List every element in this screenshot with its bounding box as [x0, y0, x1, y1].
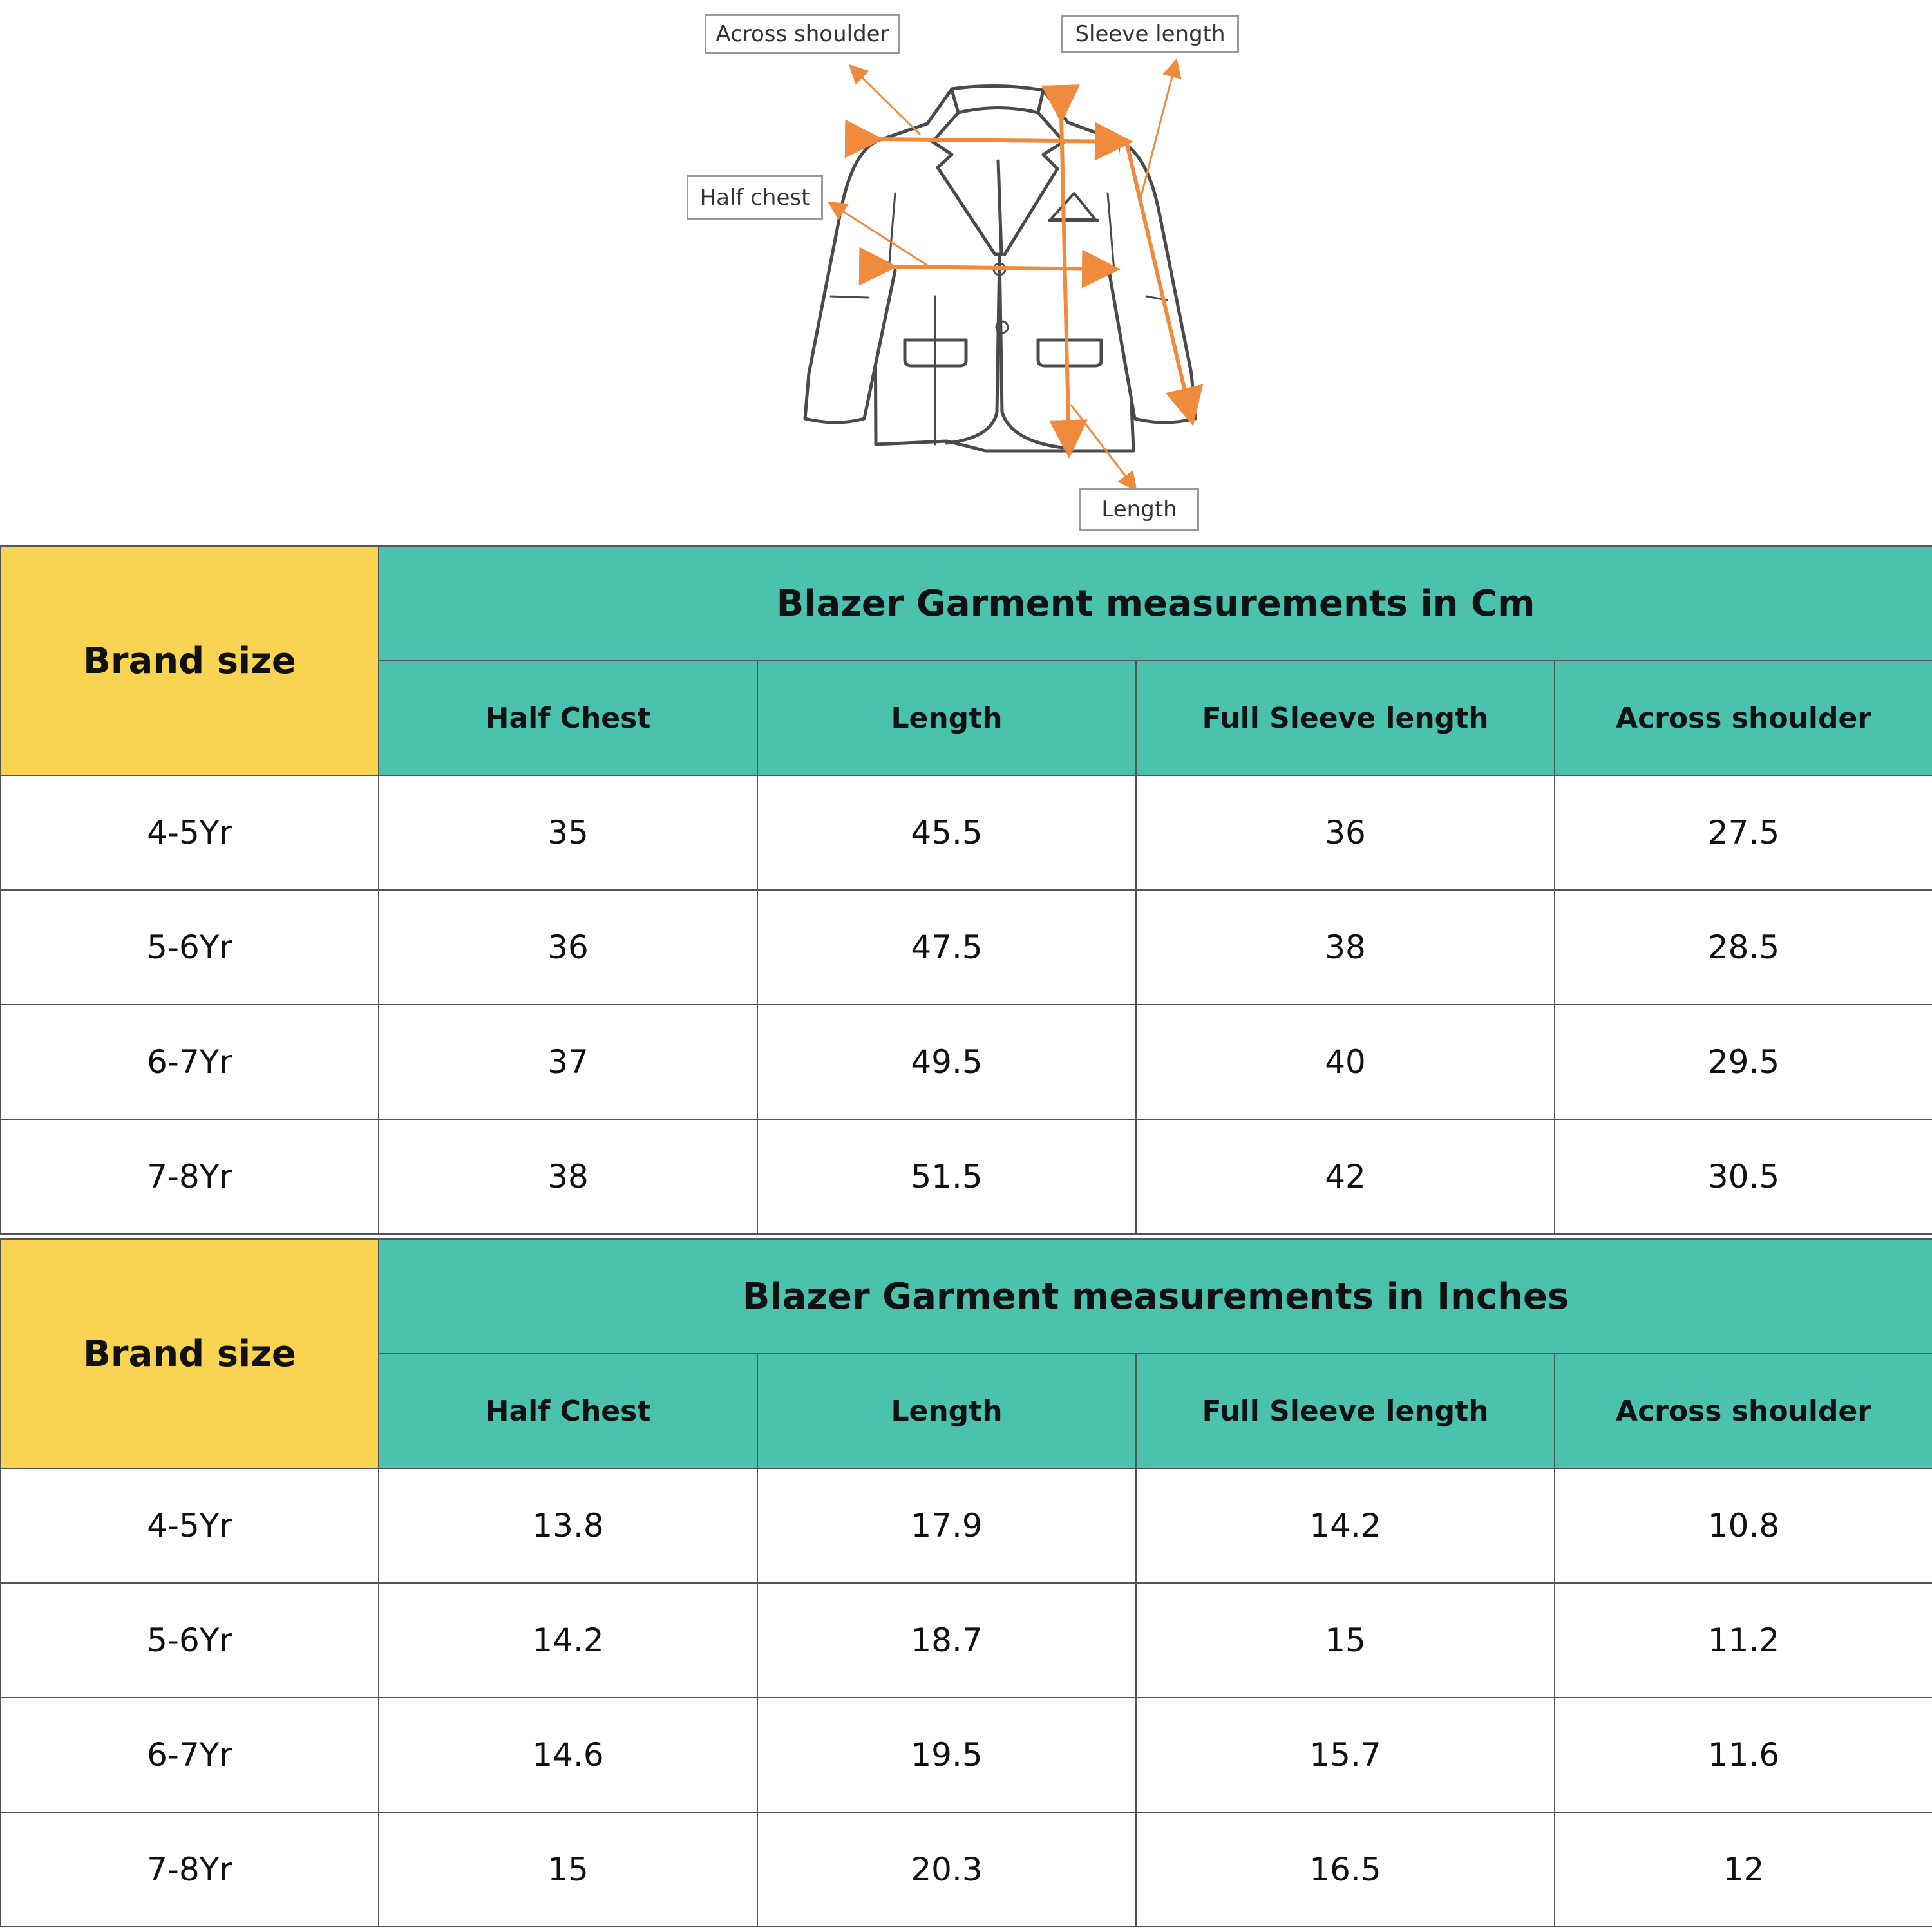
size-cell: 4-5Yr: [1, 1468, 379, 1583]
table-row: [1, 1005, 1932, 1119]
value-cell: 11.2: [1555, 1583, 1932, 1698]
value-cell: 36: [379, 890, 757, 1005]
column-header: Full Sleeve length: [1136, 661, 1555, 775]
table-header-row: [1, 1239, 1932, 1354]
value-cell: 14.2: [1136, 1468, 1555, 1583]
column-header: Length: [757, 661, 1136, 775]
value-cell: 38: [379, 1119, 757, 1234]
column-header: Half Chest: [379, 1354, 757, 1468]
blazer-illustration: [0, 0, 1932, 546]
table-row: [1, 1583, 1932, 1698]
table-row: [1, 775, 1932, 890]
value-cell: 15: [1136, 1583, 1555, 1698]
column-header: Full Sleeve length: [1136, 1354, 1555, 1468]
value-cell: 45.5: [757, 775, 1136, 890]
table-row: [1, 890, 1932, 1005]
table-header-row: [1, 546, 1932, 661]
value-cell: 14.2: [379, 1583, 757, 1698]
size-cell: 7-8Yr: [1, 1812, 379, 1927]
size-cell: 5-6Yr: [1, 1583, 379, 1698]
value-cell: 42: [1136, 1119, 1555, 1234]
size-table-cm: [0, 545, 1932, 1235]
value-cell: 11.6: [1555, 1698, 1932, 1812]
table-row: [1, 1698, 1932, 1812]
value-cell: 30.5: [1555, 1119, 1932, 1234]
value-cell: 49.5: [757, 1005, 1136, 1119]
table-row: [1, 1119, 1932, 1234]
brand-size-header: Brand size: [1, 1239, 379, 1468]
value-cell: 35: [379, 775, 757, 890]
column-header: Across shoulder: [1555, 661, 1932, 775]
column-header: Across shoulder: [1555, 1354, 1932, 1468]
value-cell: 18.7: [757, 1583, 1136, 1698]
value-cell: 36: [1136, 775, 1555, 890]
value-cell: 17.9: [757, 1468, 1136, 1583]
across-shoulder-label: Across shoulder: [705, 14, 900, 54]
value-cell: 20.3: [757, 1812, 1136, 1927]
blazer-diagram: [0, 0, 1932, 546]
value-cell: 38: [1136, 890, 1555, 1005]
value-cell: 12: [1555, 1812, 1932, 1927]
value-cell: 47.5: [757, 890, 1136, 1005]
table-title: Blazer Garment measurements in Inches: [379, 1239, 1932, 1354]
size-cell: 4-5Yr: [1, 775, 379, 890]
value-cell: 37: [379, 1005, 757, 1119]
size-cell: 5-6Yr: [1, 890, 379, 1005]
size-table-inches: [0, 1238, 1932, 1927]
value-cell: 10.8: [1555, 1468, 1932, 1583]
value-cell: 14.6: [379, 1698, 757, 1812]
column-header: Length: [757, 1354, 1136, 1468]
size-cell: 7-8Yr: [1, 1119, 379, 1234]
size-cell: 6-7Yr: [1, 1005, 379, 1119]
value-cell: 13.8: [379, 1468, 757, 1583]
value-cell: 15: [379, 1812, 757, 1927]
value-cell: 29.5: [1555, 1005, 1932, 1119]
value-cell: 15.7: [1136, 1698, 1555, 1812]
length-label: Length: [1079, 488, 1199, 531]
value-cell: 28.5: [1555, 890, 1932, 1005]
table-row: [1, 1468, 1932, 1583]
value-cell: 40: [1136, 1005, 1555, 1119]
value-cell: 27.5: [1555, 775, 1932, 890]
brand-size-header: Brand size: [1, 546, 379, 775]
table-title: Blazer Garment measurements in Cm: [379, 546, 1932, 661]
value-cell: 16.5: [1136, 1812, 1555, 1927]
column-header: Half Chest: [379, 661, 757, 775]
value-cell: 19.5: [757, 1698, 1136, 1812]
value-cell: 51.5: [757, 1119, 1136, 1234]
table-row: [1, 1812, 1932, 1927]
sleeve-length-label: Sleeve length: [1061, 15, 1239, 53]
size-cell: 6-7Yr: [1, 1698, 379, 1812]
half-chest-label: Half chest: [687, 175, 823, 220]
